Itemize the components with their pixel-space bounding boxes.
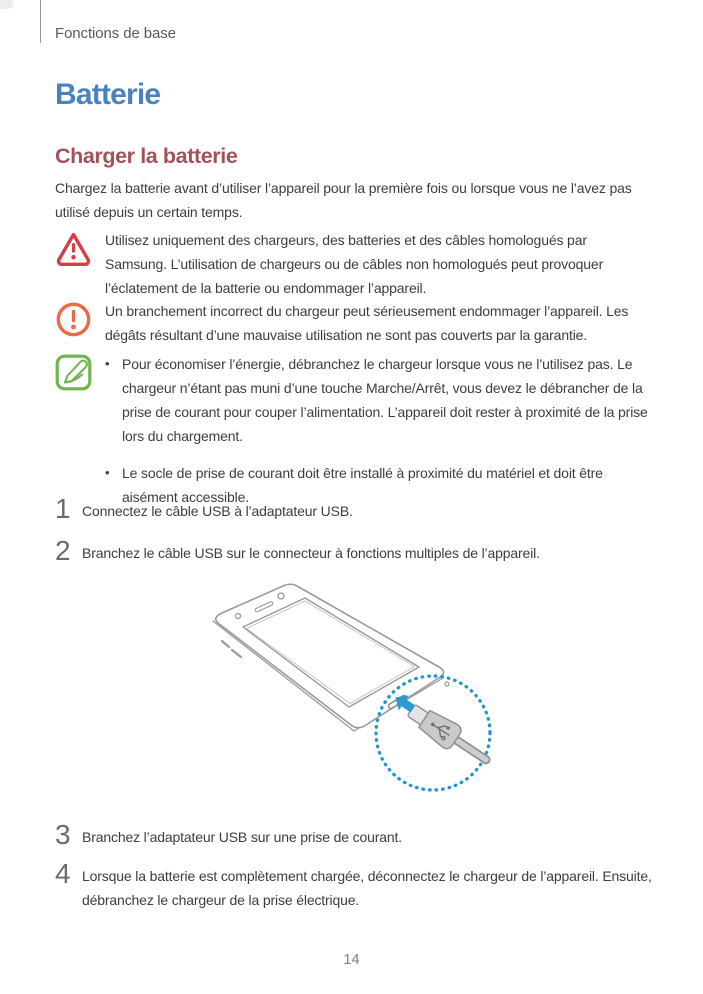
- section-title: Charger la batterie: [55, 144, 238, 168]
- header-rule: [40, 0, 41, 43]
- step-text: Lorsque la batterie est complètement chargée, déconnectez le chargeur de l’appareil. Ensuite, débranchez le chargeur de la prise électrique.: [82, 868, 652, 908]
- step-3: [55, 820, 660, 850]
- note-text: Pour économiser l’énergie, débranchez le chargeur lorsque vous ne l’utilisez pas. Le chargeur n’étant pas muni d’une touche Marche/Arrêt, vous devez le débrancher de la prise de courant pour couper l’alimentation. L’appareil doit rester à proximité de la prise lors du chargement.: [122, 356, 648, 444]
- step-4: [55, 859, 660, 912]
- bullet-dot: •: [105, 356, 110, 371]
- bullet-dot: •: [105, 465, 110, 480]
- step-number: 4: [55, 858, 71, 889]
- step-text: Connectez le câble USB à l’adaptateur USB.: [82, 503, 353, 519]
- step-1: [55, 494, 660, 524]
- charging-figure-svg: [180, 570, 520, 815]
- caution-circle-icon: [55, 301, 92, 338]
- warning-admonition: [55, 228, 649, 300]
- note-text: Le socle de prise de courant doit être installé à proximité du matériel et doit être aisément accessible.: [122, 465, 603, 505]
- side-button: [232, 650, 241, 657]
- step-text: Branchez le câble USB sur le connecteur à fonctions multiples de l’appareil.: [82, 545, 540, 561]
- intro-paragraph: Chargez la batterie avant d’utiliser l’appareil pour la première fois ou lorsque vous ne l’avez pas utilisé depuis un certain temps.: [55, 180, 632, 220]
- page-title: Batterie: [55, 78, 161, 111]
- step-number: 2: [55, 535, 71, 566]
- mic-hole: [445, 682, 449, 686]
- step-text: Branchez l’adaptateur USB sur une prise de courant.: [82, 829, 402, 845]
- note-bullet-item: [105, 352, 649, 448]
- step-number: 3: [55, 819, 71, 850]
- breadcrumb: Fonctions de base: [55, 25, 176, 42]
- warning-text: Utilisez uniquement des chargeurs, des batteries et des câbles homologués par Samsung. L’utilisation de chargeurs ou de câbles non homologués peut provoquer l’éclatement de la batterie ou endommager l’appareil.: [105, 232, 604, 296]
- page-number: 14: [343, 952, 360, 968]
- warning-triangle-icon: [55, 230, 92, 267]
- step-2: [55, 536, 660, 566]
- note-pencil-icon: [55, 354, 92, 391]
- side-button: [222, 641, 229, 647]
- caution-admonition: [55, 299, 649, 347]
- charging-illustration: [180, 570, 520, 815]
- caution-text: Un branchement incorrect du chargeur peut sérieusement endommager l’appareil. Les dégâts résultant d’une mauvaise utilisation ne sont pas couverts par la garantie.: [105, 303, 629, 343]
- usb-connector-group: [387, 688, 494, 771]
- step-number: 1: [55, 493, 71, 524]
- page-corner-artifact: [0, 0, 13, 9]
